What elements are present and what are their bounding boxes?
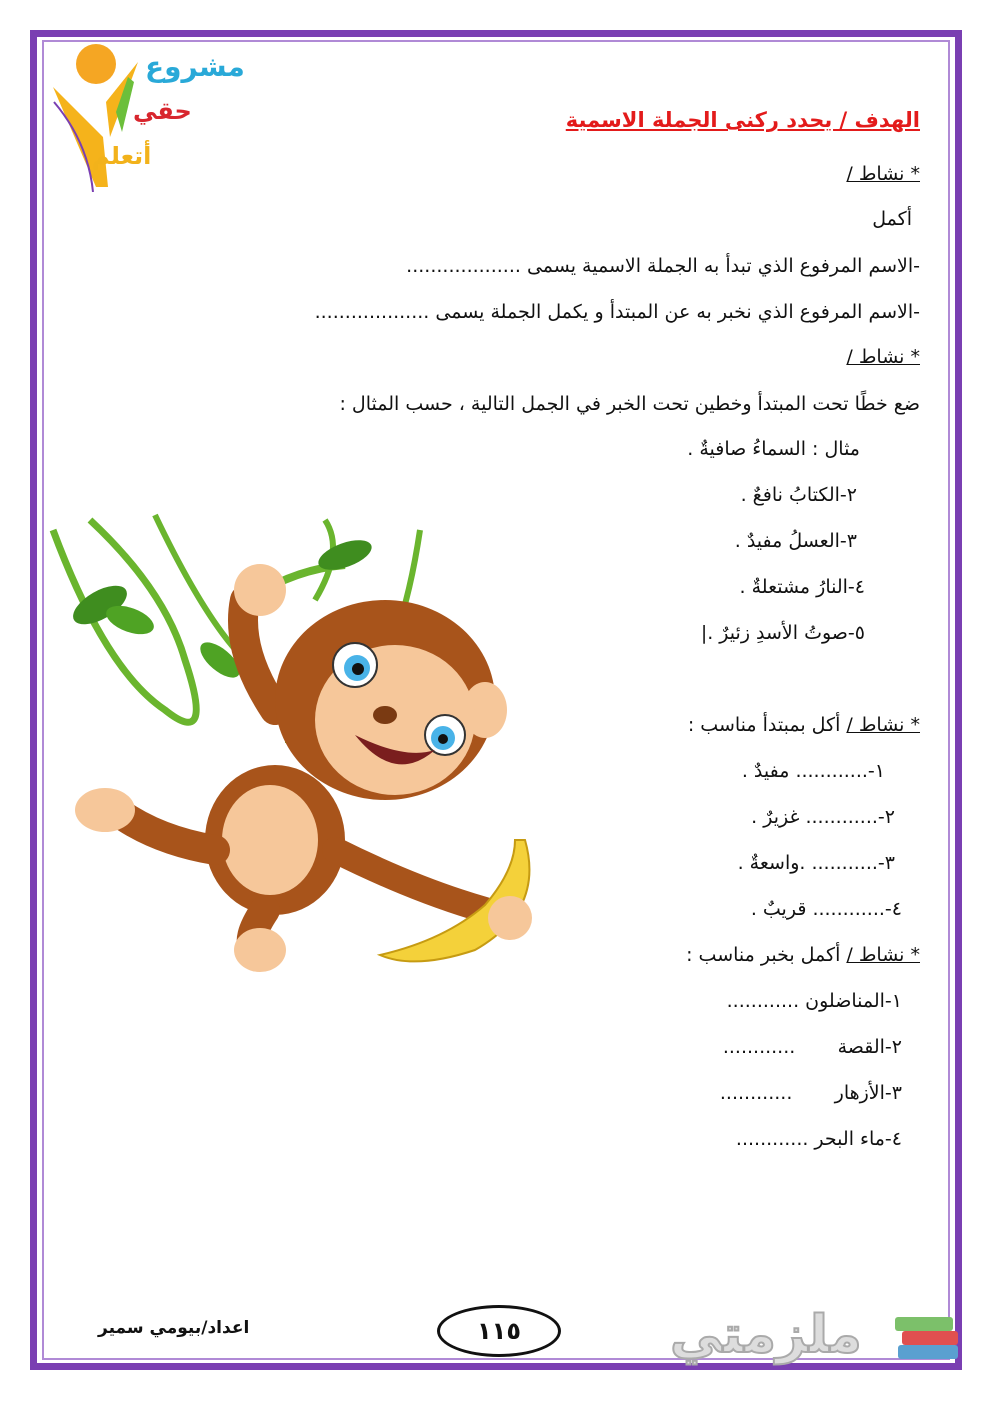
activity-4-item: ١-المناضلون ............ (726, 990, 902, 1012)
page-number: ١١٥ (437, 1305, 561, 1357)
activity-1-item: -الاسم المرفوع الذي تبدأ به الجملة الاسمية يسمى ................... (406, 255, 920, 277)
activity-3-row (688, 714, 920, 736)
activity-3-item: ١-............ مفيدٌ . (741, 760, 885, 782)
watermark-text: ملزمتي (670, 1305, 862, 1365)
activity-3-instruction: أكل بمبتدأ مناسب : (687, 714, 847, 736)
activity-2-heading: * نشاط / (846, 346, 920, 368)
activity-3-heading: * نشاط / (846, 714, 920, 736)
activity-2-example: مثال : السماءُ صافيةٌ . (687, 438, 860, 460)
activity-2-item: ٤-النارُ مشتعلةٌ . (739, 576, 865, 598)
logo-text-learn: أتعلم (92, 142, 152, 170)
activity-4-row (686, 944, 920, 966)
activity-4-heading: * نشاط / (846, 944, 920, 966)
lesson-goal: الهدف / يحدد ركنى الجملة الاسمية (565, 108, 920, 132)
activity-3-item: ٤-............ قريبٌ . (750, 898, 902, 920)
activity-4-item: ٤-ماء البحر ............ (735, 1128, 902, 1150)
activity-2-item: ٢-الكتابُ نافعٌ . (740, 484, 857, 506)
activity-2-instruction: ضع خطًا تحت المبتدأ وخطين تحت الخبر في الجمل التالية ، حسب المثال : (339, 393, 920, 415)
activity-3-item: ٣-........... .واسعةٌ . (737, 852, 895, 874)
watermark (670, 1300, 970, 1380)
books-icon (890, 1305, 970, 1375)
logo-text-right: حقي (133, 97, 192, 125)
activity-2-item: ٥-صوتُ الأسدِ زئيرٌ .| (700, 622, 865, 644)
monkey-illustration (45, 510, 555, 990)
activity-1-heading: * نشاط / (846, 163, 920, 185)
author-credit: اعداد/بيومي سمير (98, 1318, 250, 1338)
activity-4-instruction: أكمل بخبر مناسب : (686, 944, 847, 966)
activity-2-item: ٣-العسلُ مفيدٌ . (734, 530, 857, 552)
logo-text-project: مشروع (145, 50, 245, 83)
activity-3-item: ٢-............ غزيرٌ . (751, 806, 895, 828)
activity-1-instruction: أكمل (872, 208, 912, 230)
activity-1-item: -الاسم المرفوع الذي نخبر به عن المبتدأ و يكمل الجملة يسمى ................... (314, 301, 920, 323)
activity-4-item: ٣-الأزهار ............ (719, 1082, 902, 1104)
activity-4-item: ٢-القصة ............ (722, 1036, 902, 1058)
project-logo (48, 42, 245, 192)
